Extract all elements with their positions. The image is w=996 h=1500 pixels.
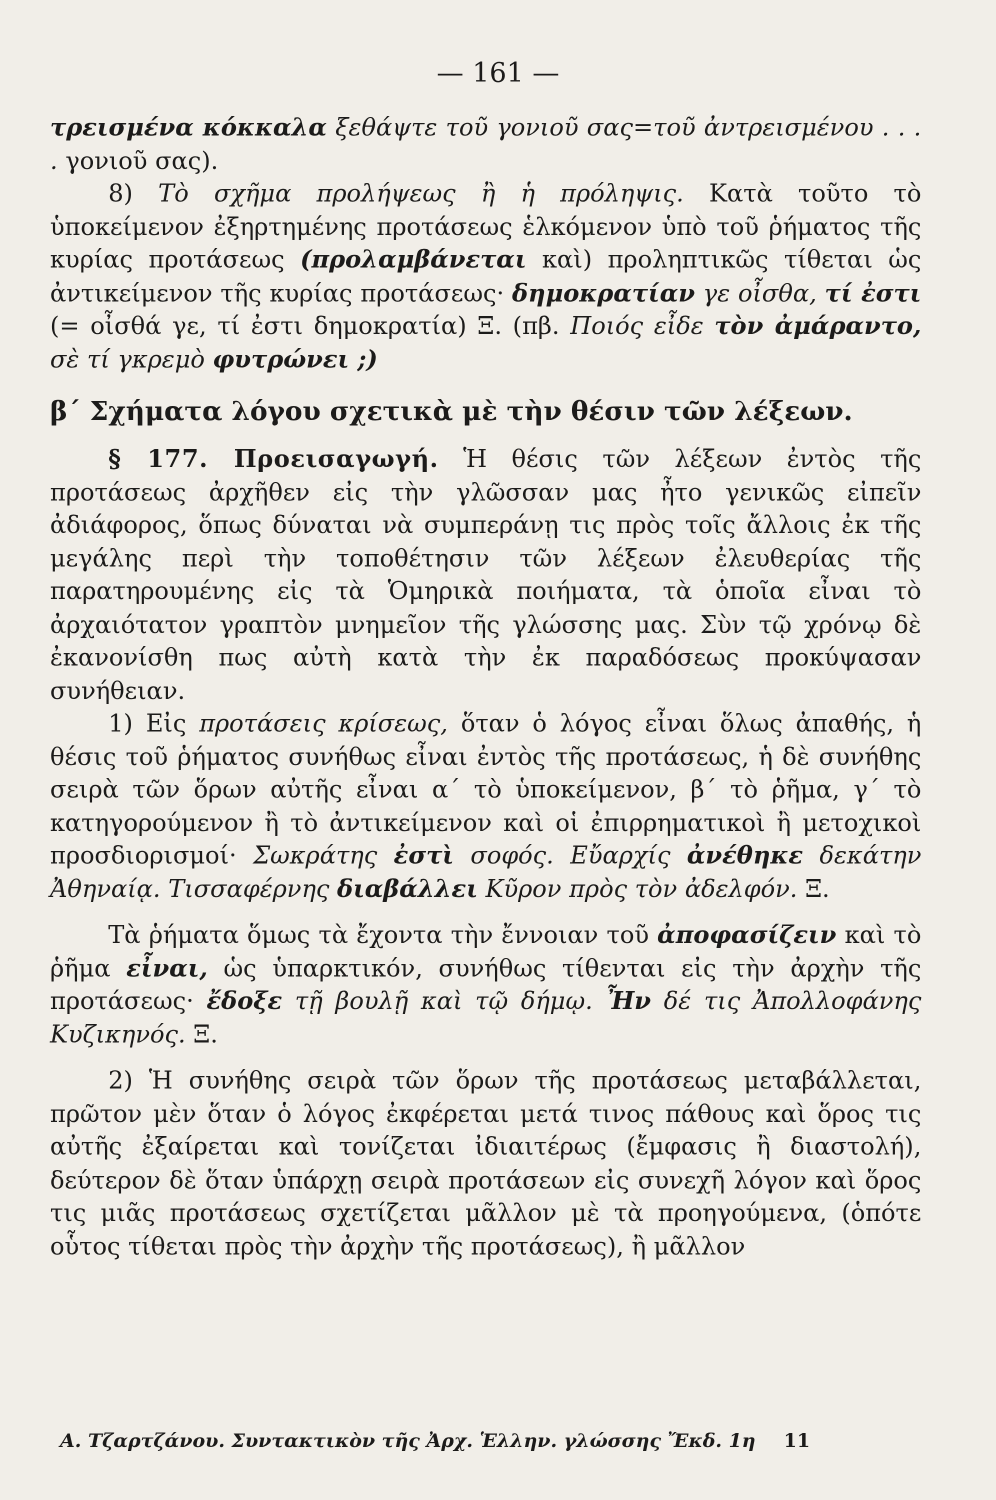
- italic-text: Ποιός εἶδε: [570, 312, 715, 341]
- bold-italic-term: ἀνέθηκε: [686, 842, 804, 871]
- bold-italic-term: εἶναι,: [126, 954, 208, 983]
- plain-text: Κατὰ τοῦτο τὸ ὑποκείμενον ἐξηρτημένης προτάσεως ἑλκόμενον ὑπὸ τοῦ ῥήματος τῆς κυρίας προτάσεως: [50, 180, 922, 275]
- italic-text: ξεθάψτε τοῦ γονιοῦ σας: [326, 114, 633, 143]
- plain-text: καὶ τὸ ῥῆμα: [50, 921, 922, 983]
- italic-text: Κῦρον πρὸς τὸν ἀδελφόν.: [477, 875, 798, 904]
- signature-number: 11: [783, 1430, 811, 1452]
- italic-text: δεκάτην Ἀθηναίᾳ. Τισσαφέρνης: [50, 842, 922, 904]
- bold-italic-term: διαβάλλει: [337, 875, 478, 904]
- plain-text: καὶ) προληπτικῶς τίθεται ὡς ἀντικείμενον τῆς κυρίας προτάσεως·: [50, 246, 922, 308]
- page-number: — 161 —: [436, 58, 560, 89]
- paragraph-verbs-of-deciding: [50, 920, 921, 1052]
- italic-text: προτάσεις κρίσεως,: [199, 710, 448, 739]
- plain-text: Ξ.: [185, 1020, 218, 1049]
- paragraph-continuation: [50, 112, 921, 178]
- section-label: § 177. Προεισαγωγή.: [108, 445, 439, 474]
- bold-italic-term: φυτρώνει ;): [212, 345, 378, 374]
- paragraph-8-prolepsis: [50, 178, 921, 376]
- italic-text: σὲ τί γκρεμὸ: [50, 345, 213, 374]
- plain-text: (= οἶσθά γε, τί ἐστι δημοκρατία) Ξ. (πβ.: [50, 312, 571, 341]
- plain-text: ὅταν ὁ λόγος εἶναι ὅλως ἀπαθής, ἡ θέσις τοῦ ῥήματος συνήθως εἶναι ἐντὸς τῆς προτάσεως, ἡ δὲ συνήθης σειρὰ τῶν ὅρων αὐτῆς εἶναι α΄ τὸ ὑποκείμενον, β΄ τὸ ῥῆμα, γ΄ τὸ κατηγορούμενον ἢ τὸ ἀντικείμενον καὶ οἱ ἐπιρρηματικοὶ ἢ μετοχικοὶ προσδιορισμοί·: [50, 710, 922, 871]
- plain-text: Ἡ θέσις τῶν λέξεων ἐντὸς τῆς προτάσεως ἀρχῆθεν εἰς τὴν γλῶσσαν μας ἦτο γενικῶς εἰπεῖν ἀδιάφορος, ὅπως δύναται νὰ συμπεράνῃ τις πρὸς τοῖς ἄλλοις ἐκ τῆς μεγάλης περὶ τὴν τοποθέτησιν τῶν λέξεων ἐλευθερίας τῆς παρατηρουμένης εἰς τὰ Ὁμηρικὰ ποιήματα, τὰ ὁποῖα εἶναι τὸ ἀρχαιότατον γραπτὸν μνημεῖον τῆς γλώσσης μας. Σὺν τῷ χρόνῳ δὲ ἐκανονίσθη πως αὐτὴ κατὰ τὴν ἐκ παραδόσεως προκύψασαν συνήθειαν.: [50, 445, 922, 706]
- italic-text: τῇ βουλῇ καὶ τῷ δήμῳ.: [282, 987, 606, 1016]
- equals-sign: =: [632, 114, 654, 143]
- section-heading: β΄ Σχήματα λόγου σχετικὰ μὲ τὴν θέσιν τῶν λέξεων.: [50, 395, 853, 427]
- footer-citation: Α. Τζαρτζάνου. Συντακτικὸν τῆς Ἀρχ. Ἑλλην. γλώσσης Ἔκδ. 1η: [60, 1430, 756, 1452]
- bold-italic-term: τὸν ἀμάραντο,: [714, 312, 922, 341]
- page-footer: [60, 1430, 840, 1452]
- item-number: 1): [108, 710, 146, 739]
- bold-italic-term: ἀποφασίζειν: [657, 921, 837, 950]
- bold-italic-term: (προλαμβάνεται: [300, 246, 527, 275]
- bold-italic-term: ἐστὶ: [393, 842, 454, 871]
- italic-text: δέ τις Ἀπολλοφάνης Κυζικηνός.: [50, 987, 922, 1049]
- plain-text: Ξ.: [797, 875, 830, 904]
- italic-text: σοφός. Εὔαρχίς: [453, 842, 687, 871]
- paragraph-1-judgment-clauses: [50, 708, 921, 906]
- plain-text: ὡς ὑπαρκτικόν, συνήθως τίθενται εἰς τὴν ἀρχὴν τῆς προτάσεως·: [50, 954, 922, 1016]
- italic-text: τοῦ ἀντρεισμένου . . . .: [50, 114, 922, 176]
- paragraph-177-introduction: [50, 444, 921, 708]
- italic-text: γε οἶσθα,: [694, 279, 825, 308]
- bold-italic-term: δημοκρατίαν: [512, 279, 695, 308]
- bold-italic-term: τρεισμένα κόκκαλα: [50, 114, 327, 143]
- body-text: [50, 112, 921, 1263]
- bold-italic-term: ἔδοξε: [206, 987, 283, 1016]
- plain-text: γονιοῦ σας).: [65, 147, 219, 176]
- bold-italic-term: τί ἐστι: [824, 279, 922, 308]
- item-number: 8): [108, 180, 159, 209]
- bold-italic-term: Ἦν: [605, 987, 652, 1016]
- plain-text: Εἰς: [145, 710, 200, 739]
- plain-text: Τὰ ῥήματα ὅμως τὰ ἔχοντα τὴν ἔννοιαν τοῦ: [108, 921, 658, 950]
- italic-text: Σωκράτης: [253, 842, 394, 871]
- paragraph-2-word-order-change: 2) Ἡ συνήθης σειρὰ τῶν ὅρων τῆς προτάσεως μεταβάλλεται, πρῶτον μὲν ὅταν ὁ λόγος ἐκφέρεται μετά τινος πάθους καὶ ὅρος τις αὐτῆς ἐξαίρεται καὶ τονίζεται ἰδιαιτέρως (ἔμφασις ἢ διαστολή), δεύτερον δὲ ὅταν ὑπάρχῃ σειρὰ προτάσεων εἰς συνεχῆ λόγον καὶ ὅρος τις μιᾶς προτάσεως σχετίζεται μᾶλλον μὲ τὰ προηγούμενα, (ὁπότε οὗτος τίθεται πρὸς τὴν ἀρχὴν τῆς προτάσεως), ἢ μᾶλλον: [50, 1067, 922, 1261]
- italic-text: Τὸ σχῆμα προλήψεως ἢ ἡ πρόληψις.: [158, 180, 684, 209]
